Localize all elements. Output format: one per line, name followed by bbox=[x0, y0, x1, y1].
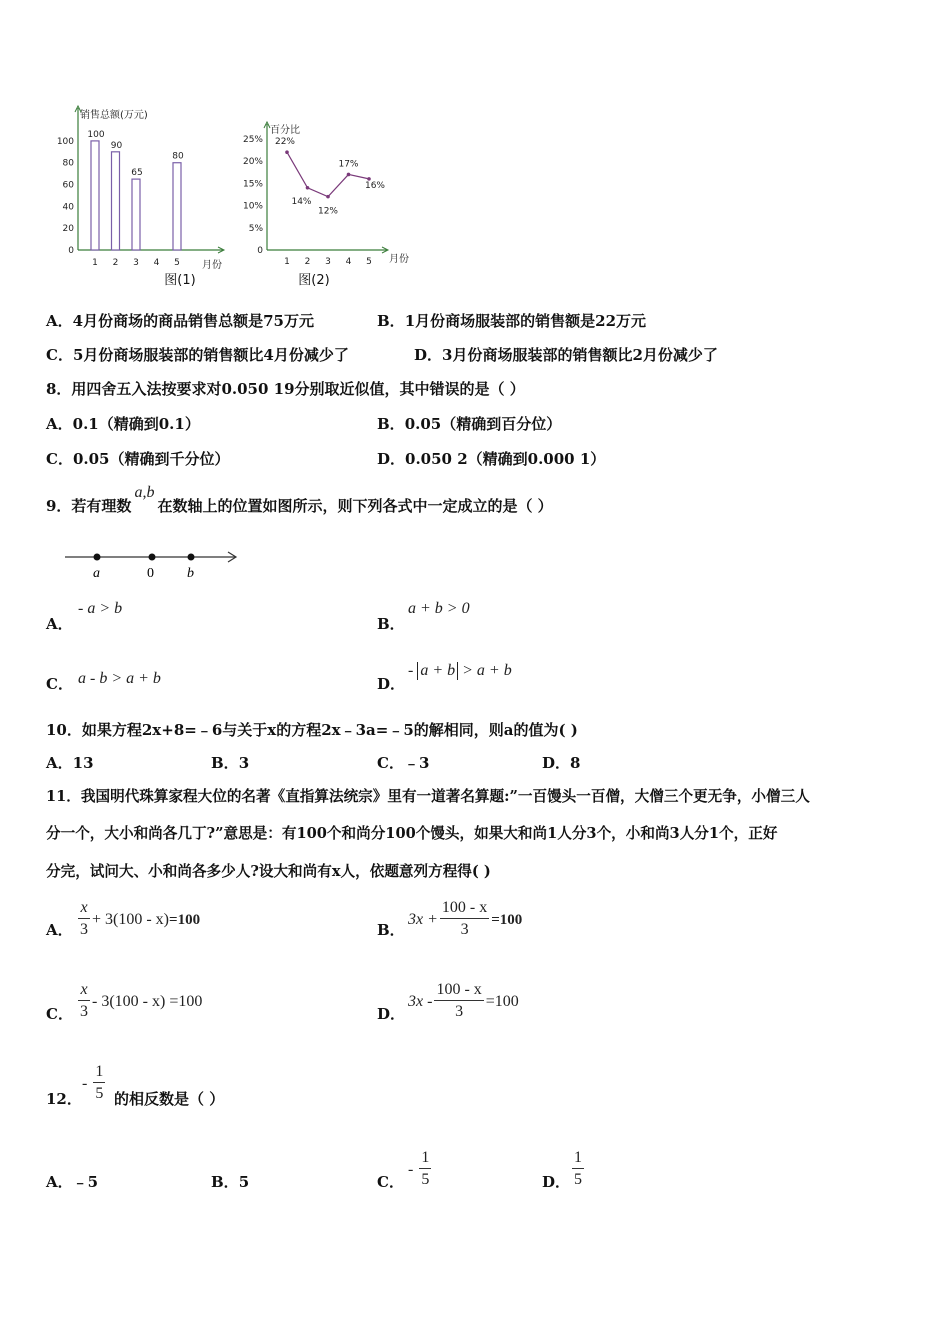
q12-option-c[interactable] bbox=[377, 1172, 404, 1192]
option-label: A． bbox=[46, 1173, 73, 1191]
q9-option-a[interactable] bbox=[46, 614, 73, 634]
q12-option-a[interactable] bbox=[46, 1172, 98, 1192]
bar bbox=[173, 163, 181, 250]
y-tick-label: 100 bbox=[56, 136, 74, 147]
point-value-label: 14% bbox=[291, 196, 312, 207]
q9-option-b[interactable] bbox=[377, 614, 405, 634]
option-text: 0.050 2（精确到0.000 1） bbox=[405, 450, 606, 468]
y-tick-label: 20% bbox=[242, 157, 263, 168]
y-tick-label: 15% bbox=[242, 179, 263, 190]
denominator: 3 bbox=[460, 921, 469, 938]
q8-option-d[interactable] bbox=[377, 449, 605, 469]
data-point bbox=[326, 195, 330, 199]
q12-option-d-expr bbox=[570, 1148, 586, 1191]
option-label: A． bbox=[46, 312, 73, 330]
numerator: 1 bbox=[93, 1062, 105, 1083]
option-text: ﹣5 bbox=[72, 1173, 99, 1191]
bar-value-label: 90 bbox=[110, 140, 123, 151]
option-label: B． bbox=[211, 754, 239, 772]
option-label: A． bbox=[46, 754, 73, 772]
x-tick-label: 4 bbox=[345, 257, 352, 267]
option-label: C． bbox=[46, 675, 73, 693]
option-label: D． bbox=[542, 754, 571, 772]
q8-stem: 8．用四舍五入法按要求对0.050 19分别取近似值，其中错误的是（ ） bbox=[46, 380, 525, 398]
expr-equals: =100 bbox=[485, 992, 519, 1010]
x-tick-label: 5 bbox=[174, 258, 180, 268]
denominator: 3 bbox=[80, 921, 88, 938]
q11-stem-line-1: 11．我国明代珠算家程大位的名著《直指算法统宗》里有一道著名算题:”一百馒头一百僧，大僧三个更无争，小僧三人 bbox=[46, 788, 810, 805]
expr-rest: + 3(100 - x) bbox=[92, 910, 170, 928]
q10-option-b[interactable] bbox=[211, 753, 249, 773]
y-tick-label: 60 bbox=[62, 180, 74, 191]
number-line bbox=[60, 545, 250, 587]
bar-chart-svg bbox=[50, 100, 240, 290]
option-label: C． bbox=[377, 754, 404, 772]
y-tick-label: 20 bbox=[62, 224, 74, 235]
numerator: x bbox=[78, 980, 89, 1001]
numerator: x bbox=[78, 898, 89, 919]
q12-option-c-expr bbox=[408, 1148, 433, 1191]
expr-equals: =100 bbox=[169, 911, 201, 928]
q12-stem-post: 的相反数是（ ） bbox=[114, 1090, 225, 1108]
number-line-svg bbox=[60, 545, 250, 583]
point-value-label: 12% bbox=[317, 206, 339, 217]
y-tick-label: 25% bbox=[242, 134, 263, 145]
bar-value-label: 65 bbox=[131, 168, 143, 179]
label-zero: 0 bbox=[147, 566, 154, 581]
fraction bbox=[93, 1062, 105, 1105]
option-label: A． bbox=[46, 615, 73, 633]
q7-option-c[interactable] bbox=[46, 345, 349, 365]
expr-rest: > a + b bbox=[462, 662, 512, 679]
q12-option-d[interactable] bbox=[542, 1172, 570, 1192]
denominator: 3 bbox=[455, 1003, 464, 1020]
q11-option-b[interactable] bbox=[377, 920, 405, 940]
minus-sign: - bbox=[408, 1160, 414, 1178]
q8-option-c[interactable] bbox=[46, 449, 230, 469]
x-tick-label: 1 bbox=[92, 258, 98, 268]
q8-option-a[interactable] bbox=[46, 414, 200, 434]
q9-vars: a,b bbox=[134, 484, 155, 501]
chart-caption: 图(1) bbox=[164, 273, 196, 288]
y-tick-label: 0 bbox=[68, 246, 74, 256]
q9-option-a-expr: - a > b bbox=[78, 600, 123, 617]
bar bbox=[112, 152, 120, 250]
bar-value-label: 100 bbox=[87, 129, 105, 140]
data-point bbox=[306, 186, 310, 190]
q9-stem-pre: 9．若有理数 bbox=[46, 497, 132, 515]
x-tick-label: 3 bbox=[133, 258, 139, 268]
q12-option-b[interactable] bbox=[211, 1172, 249, 1192]
option-label: C． bbox=[377, 1173, 404, 1191]
q9-option-c-expr: a - b > a + b bbox=[78, 670, 161, 687]
option-text: 5月份商场服装部的销售额比4月份减少了 bbox=[72, 346, 349, 364]
data-point bbox=[285, 150, 289, 154]
x-axis-title: 月份 bbox=[389, 254, 409, 265]
q9-stem bbox=[46, 484, 553, 517]
q7-option-b[interactable] bbox=[377, 311, 646, 331]
fraction bbox=[434, 980, 483, 1023]
point-b bbox=[188, 554, 195, 561]
chart-caption: 图(2) bbox=[298, 273, 330, 288]
q7-option-a[interactable] bbox=[46, 311, 314, 331]
q9-option-b-expr: a + b > 0 bbox=[408, 600, 470, 617]
x-tick-label: 2 bbox=[112, 258, 119, 268]
option-text: 0.05（精确到百分位） bbox=[404, 415, 562, 433]
numerator: 1 bbox=[419, 1148, 431, 1169]
bar bbox=[91, 141, 99, 250]
point-zero bbox=[149, 554, 156, 561]
x-axis-title: 月份 bbox=[202, 260, 222, 271]
label-b: b bbox=[187, 566, 194, 581]
fraction bbox=[440, 898, 489, 941]
q10-option-c[interactable] bbox=[377, 753, 429, 773]
line-chart-svg bbox=[232, 118, 412, 290]
numerator: 100 - x bbox=[434, 980, 483, 1001]
fraction bbox=[419, 1148, 431, 1191]
q11-option-d[interactable] bbox=[377, 1004, 405, 1024]
q9-option-d[interactable] bbox=[377, 674, 405, 694]
option-text: 8 bbox=[570, 754, 581, 772]
q11-option-a-expr bbox=[76, 898, 200, 941]
q11-option-c-expr bbox=[76, 980, 202, 1023]
y-tick-label: 5% bbox=[248, 223, 263, 234]
option-label: D． bbox=[377, 675, 406, 693]
bar-value-label: 80 bbox=[172, 151, 184, 162]
point-value-label: 17% bbox=[338, 159, 359, 170]
x-tick-label: 3 bbox=[325, 257, 331, 267]
option-label: B． bbox=[377, 415, 405, 433]
option-text: 1月份商场服装部的销售额是22万元 bbox=[404, 312, 647, 330]
option-label: D． bbox=[542, 1173, 571, 1191]
fraction bbox=[78, 898, 90, 941]
option-label: B． bbox=[377, 615, 405, 633]
y-axis-title: 百分比 bbox=[270, 125, 300, 136]
label-a: a bbox=[93, 566, 100, 581]
point-value-label: 16% bbox=[364, 180, 386, 191]
fraction bbox=[78, 980, 90, 1023]
option-label: A． bbox=[46, 921, 73, 939]
y-tick-label: 10% bbox=[242, 201, 263, 212]
point-a bbox=[94, 554, 101, 561]
q10-option-a[interactable] bbox=[46, 753, 94, 773]
y-tick-label: 80 bbox=[62, 158, 74, 169]
q8-option-b[interactable] bbox=[377, 414, 561, 434]
denominator: 5 bbox=[95, 1085, 104, 1102]
q11-option-d-expr bbox=[408, 980, 519, 1023]
q11-option-c[interactable] bbox=[46, 1004, 73, 1024]
denominator: 3 bbox=[80, 1003, 88, 1020]
option-text: 3 bbox=[238, 754, 250, 772]
option-label: A． bbox=[46, 415, 73, 433]
q11-stem-line-2: 分一个，大小和尚各几丁?”意思是：有100个和尚分100个馒头，如果大和尚1人分3个，小和尚3人分1个，正好 bbox=[46, 825, 778, 842]
x-tick-label: 2 bbox=[304, 257, 311, 267]
option-label: C． bbox=[46, 450, 73, 468]
q11-option-b-expr bbox=[408, 898, 522, 941]
q9-stem-post: 在数轴上的位置如图所示，则下列各式中一定成立的是（ ） bbox=[157, 497, 553, 515]
option-text: 13 bbox=[72, 754, 94, 772]
option-label: D． bbox=[377, 1005, 406, 1023]
option-label: C． bbox=[46, 346, 73, 364]
fraction bbox=[572, 1148, 584, 1191]
option-text: 0.1（精确到0.1） bbox=[72, 415, 200, 433]
q9-option-d-expr bbox=[408, 662, 512, 680]
q12-fraction-expr bbox=[82, 1062, 107, 1105]
expr-pre: 3x - bbox=[408, 992, 433, 1010]
option-label: B． bbox=[377, 312, 405, 330]
option-label: B． bbox=[211, 1173, 239, 1191]
point-value-label: 22% bbox=[274, 137, 296, 148]
numerator: 100 - x bbox=[440, 898, 489, 919]
y-axis-title: 销售总额(万元) bbox=[80, 110, 148, 121]
q9-option-c[interactable] bbox=[46, 674, 73, 694]
y-tick-label: 0 bbox=[257, 246, 263, 256]
numerator: 1 bbox=[572, 1148, 584, 1169]
expr-pre: 3x + bbox=[408, 910, 438, 928]
minus-sign: - bbox=[82, 1074, 88, 1092]
bar-chart-figure-1 bbox=[50, 100, 240, 290]
x-tick-label: 4 bbox=[153, 258, 160, 268]
x-tick-label: 5 bbox=[366, 257, 372, 267]
y-tick-label: 40 bbox=[62, 202, 74, 213]
expr-equals: =100 bbox=[491, 911, 523, 928]
q10-option-d[interactable] bbox=[542, 753, 580, 773]
option-label: B． bbox=[377, 921, 405, 939]
q11-stem-line-3: 分完，试问大、小和尚各多少人?设大和尚有x人，依题意列方程得( ) bbox=[46, 863, 491, 880]
option-label: D． bbox=[377, 450, 406, 468]
q12-stem-pre: 12． bbox=[46, 1090, 82, 1108]
minus-sign: - bbox=[408, 662, 414, 679]
bar bbox=[132, 179, 140, 250]
data-point bbox=[347, 173, 351, 177]
q10-stem: 10．如果方程2x+8=﹣6与关于x的方程2x﹣3a=﹣5的解相同，则a的值为( ) bbox=[46, 721, 578, 739]
q11-option-a[interactable] bbox=[46, 920, 73, 940]
option-text: 3月份商场服装部的销售额比2月份减少了 bbox=[442, 346, 718, 364]
option-text: ﹣3 bbox=[403, 754, 430, 772]
denominator: 5 bbox=[574, 1171, 582, 1188]
denominator: 5 bbox=[421, 1171, 430, 1188]
option-text: 0.05（精确到千分位） bbox=[72, 450, 230, 468]
expr-rest: - 3(100 - x) =100 bbox=[92, 992, 203, 1010]
q7-option-d[interactable] bbox=[414, 345, 718, 365]
option-label: D． bbox=[414, 346, 443, 364]
x-tick-label: 1 bbox=[284, 257, 290, 267]
line-chart-figure-2 bbox=[232, 118, 412, 290]
option-text: 4月份商场的商品销售总额是75万元 bbox=[72, 312, 314, 330]
absolute-value: a + b bbox=[417, 662, 458, 680]
option-text: 5 bbox=[238, 1173, 250, 1191]
option-label: C． bbox=[46, 1005, 73, 1023]
